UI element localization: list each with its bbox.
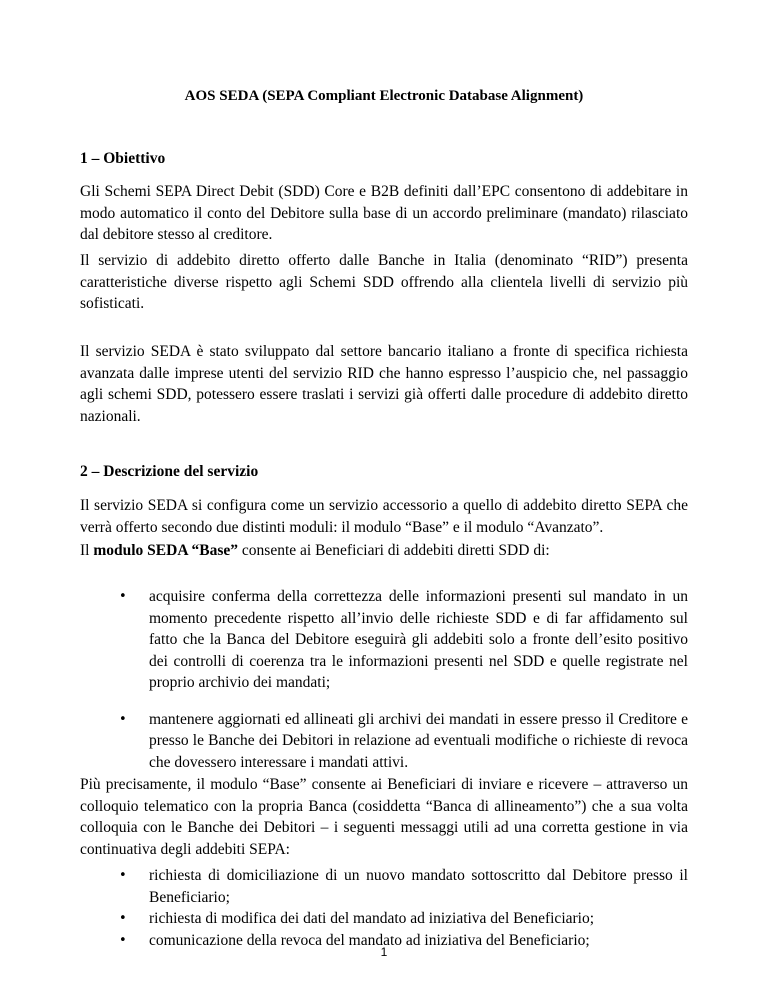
base-module-prefix: Il xyxy=(80,542,94,559)
section-1-paragraph-2: Il servizio di addebito diretto offerto dalle Banche in Italia (denominato “RID”) presenta caratteristiche diverse rispetto agli Schemi SDD offrendo alla clientela livelli di servizio più sofisticati. xyxy=(80,252,688,312)
base-module-suffix: consente ai Beneficiari di addebiti diretti SDD di: xyxy=(238,542,550,559)
section-1-paragraph-3: Il servizio SEDA è stato sviluppato dal settore bancario italiano a fronte di specifica richiesta avanzata dalle imprese utenti del servizio RID che hanno espresso l’auspicio che, nel passaggio agli schemi SDD, potessero essere traslati i servizi già offerti dalle procedure di addebito diretto nazionali. xyxy=(80,343,688,425)
list-item: • richiesta di modifica dei dati del mandato ad iniziativa del Beneficiario; xyxy=(116,908,688,930)
list-item: • richiesta di domiciliazione di un nuovo mandato sottoscritto dal Debitore presso il Beneficiario; xyxy=(116,865,688,908)
page-number: 1 xyxy=(380,945,388,959)
section-1-heading: 1 – Obiettivo xyxy=(80,150,166,167)
messages-bullet-list xyxy=(116,865,688,951)
list-item: • acquisire conferma della correttezza delle informazioni presenti sul mandato in un momento precedente rispetto all’invio delle richieste SDD e di far affidamento sul fatto che la Banca del Debitore eseguirà gli addebiti solo a fronte dell’esito positivo dei controlli di coerenza tra le informazioni presenti nel SDD e quelle registrate nel proprio archivio dei mandati; xyxy=(116,586,688,694)
section-2-heading: 2 – Descrizione del servizio xyxy=(80,463,259,480)
base-module-paragraph xyxy=(80,540,688,562)
base-module-label: modulo SEDA “Base” xyxy=(93,542,239,559)
section-2-intro: Il servizio SEDA si configura come un servizio accessorio a quello di addebito diretto SEPA che verrà offerto secondo due distinti moduli: il modulo “Base” e il modulo “Avanzato”. xyxy=(80,497,688,536)
list-item: • comunicazione della revoca del mandato ad iniziativa del Beneficiario; xyxy=(116,930,688,952)
base-module-bullet-list xyxy=(116,586,688,773)
section-1-paragraph-1: Gli Schemi SEPA Direct Debit (SDD) Core e B2B definiti dall’EPC consentono di addebitare in modo automatico il conto del Debitore sulla base di un accordo preliminare (mandato) rilasciato dal debitore stesso al creditore. xyxy=(80,183,688,243)
section-2-detail-paragraph: Più precisamente, il modulo “Base” consente ai Beneficiari di inviare e ricevere – attraverso un colloquio telematico con la propria Banca (cosiddetta “Banca di allineamento”) che a sua volta colloquia con le Banche dei Debitori – i seguenti messaggi utili ad una corretta gestione in via continuativa degli addebiti SEPA: xyxy=(80,776,688,858)
list-item: • mantenere aggiornati ed allineati gli archivi dei mandati in essere presso il Creditore e presso le Banche dei Debitori in relazione ad eventuali modifiche o richieste di revoca che dovessero interessare i mandati attivi. xyxy=(116,709,688,774)
document-title: AOS SEDA (SEPA Compliant Electronic Database Alignment) xyxy=(184,88,584,104)
